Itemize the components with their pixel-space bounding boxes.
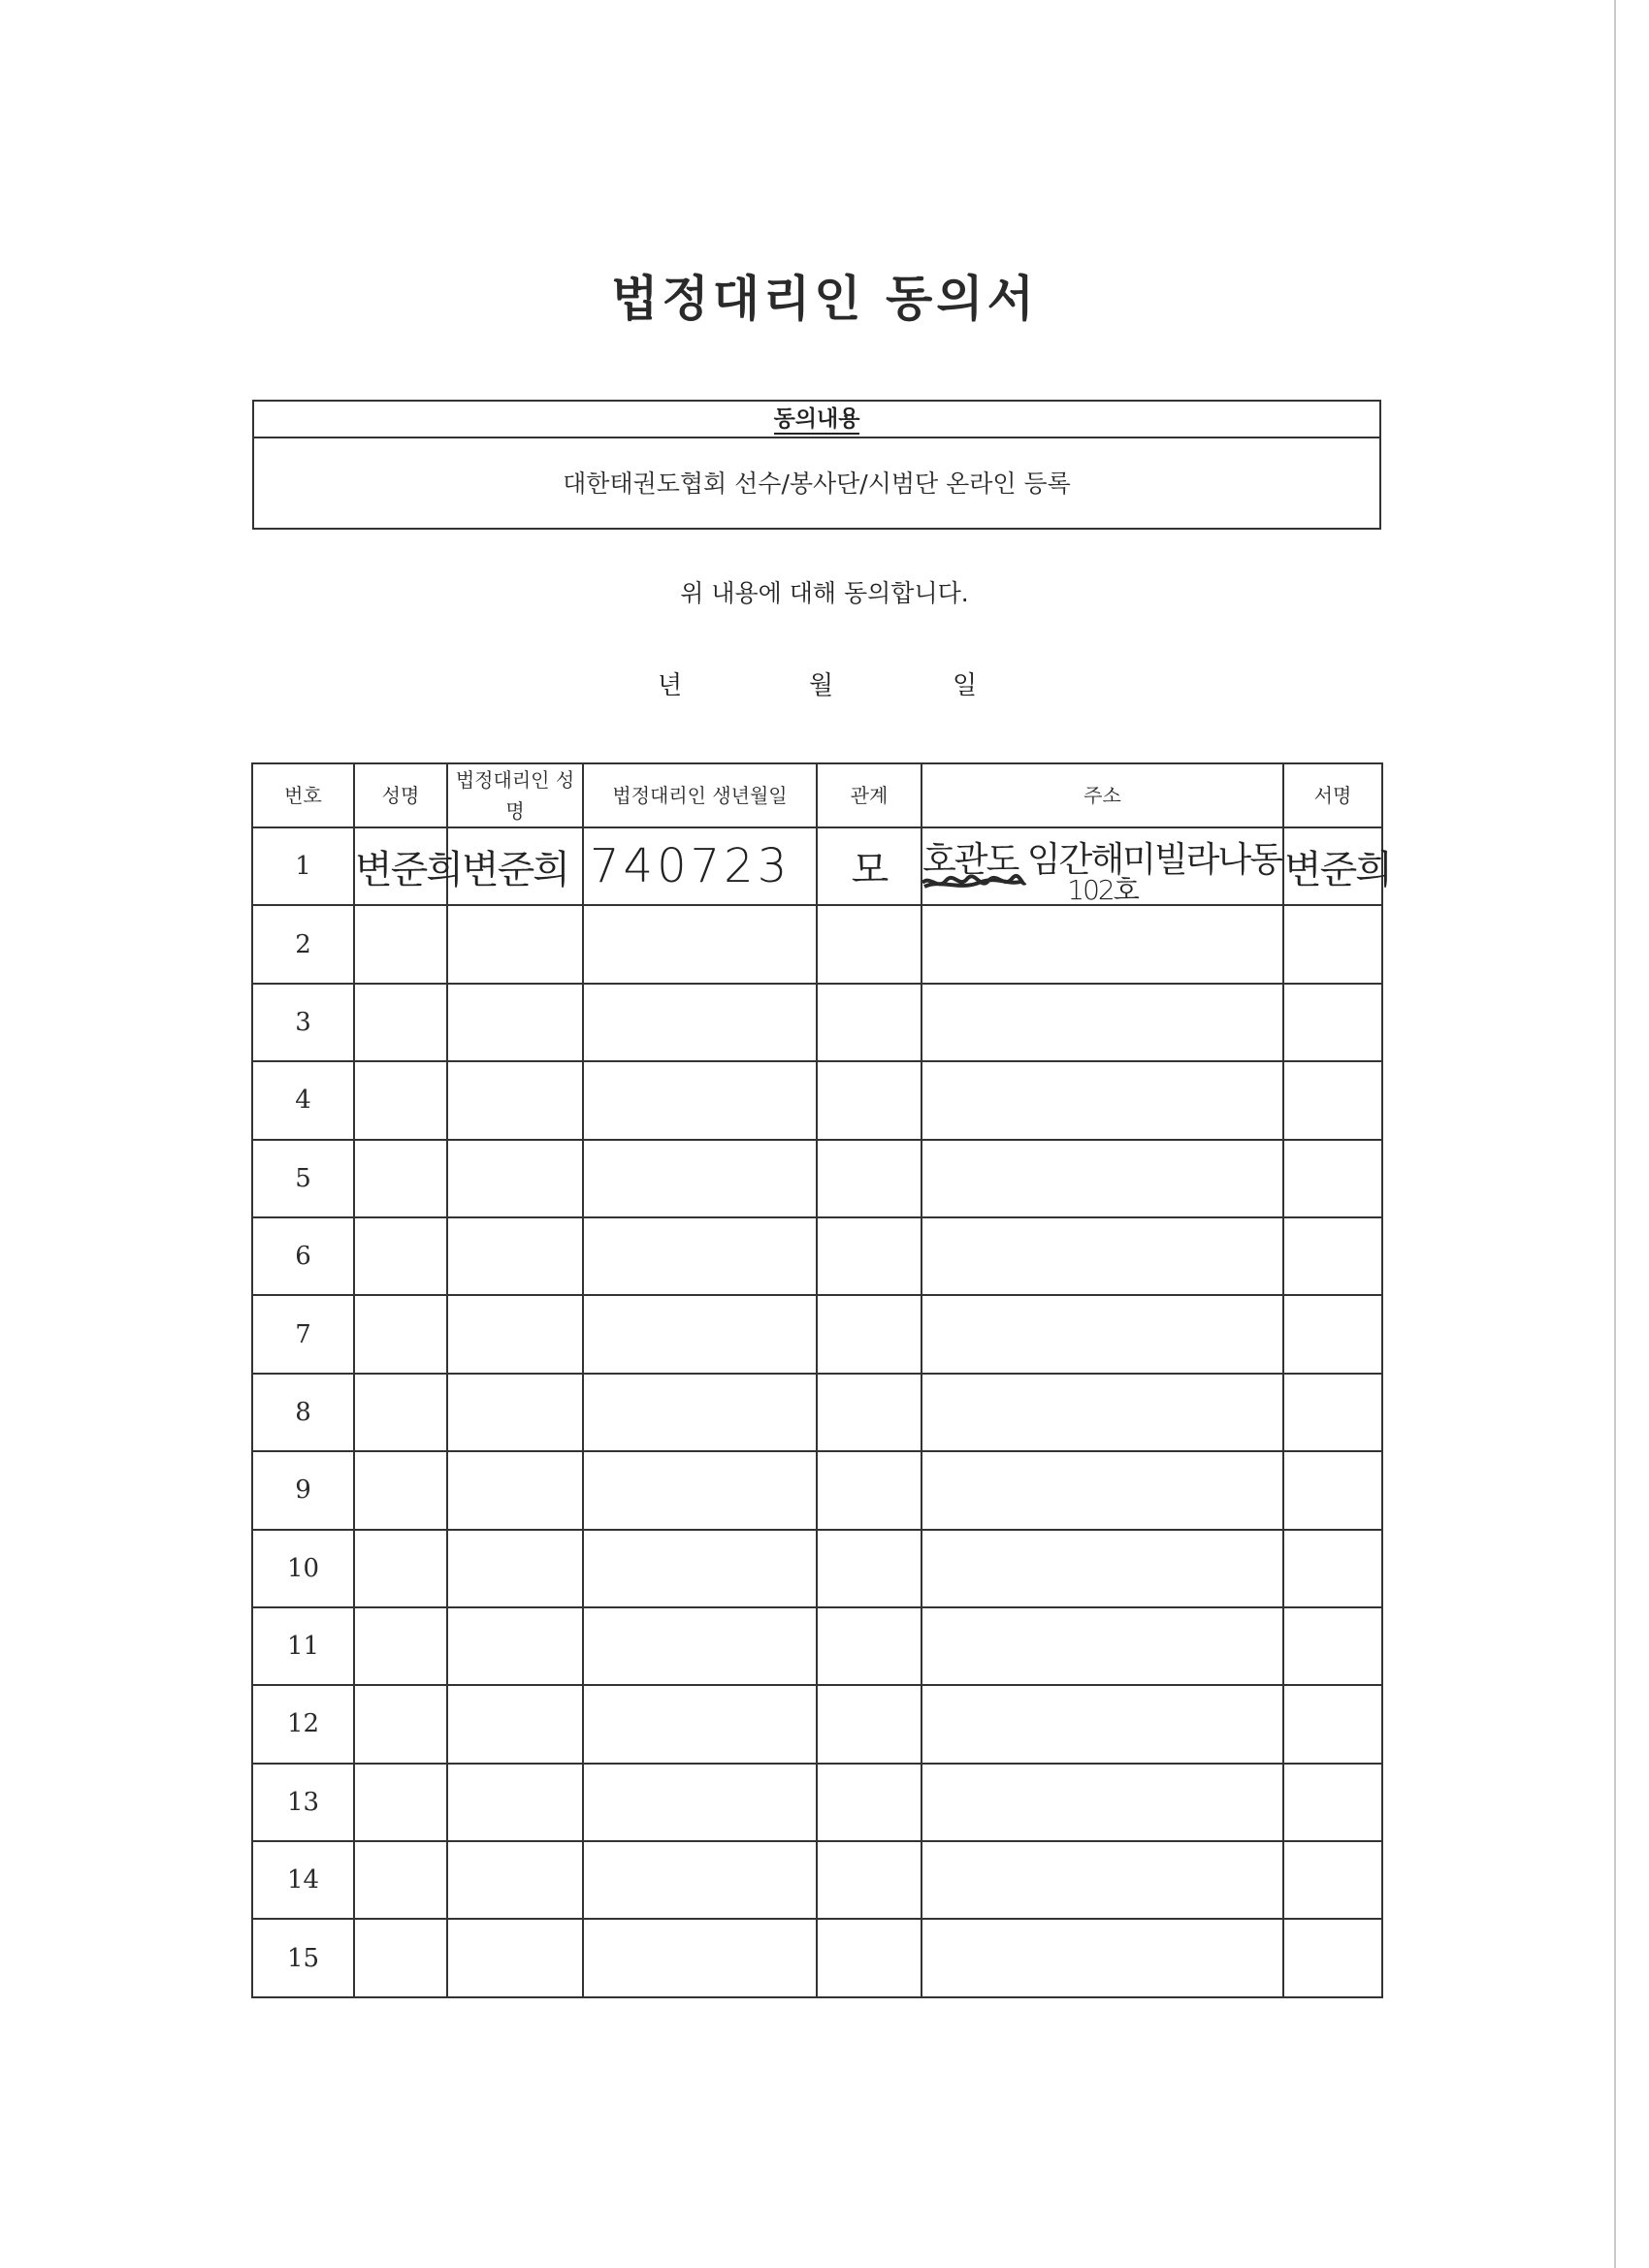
guardian-name-cell[interactable]: [447, 1530, 583, 1607]
date-day-label: 일: [953, 671, 978, 700]
row-number-cell: [252, 1061, 354, 1139]
row-number-cell-text: 2: [295, 929, 311, 959]
table-row: [252, 984, 1382, 1061]
table-row: [252, 1841, 1382, 1919]
row-number-cell: [252, 905, 354, 983]
relation-cell-text: 모: [851, 847, 888, 892]
guardian-birth-cell[interactable]: [583, 1685, 817, 1763]
signature-cell[interactable]: [1283, 1530, 1382, 1607]
row-number-cell-text: 7: [295, 1319, 311, 1349]
table-row: [252, 1530, 1382, 1607]
relation-cell[interactable]: [817, 1607, 922, 1685]
name-cell[interactable]: [354, 1919, 447, 1997]
name-cell[interactable]: [354, 1061, 447, 1139]
guardian-name-cell[interactable]: [447, 1685, 583, 1763]
header-no: 번호: [252, 763, 354, 827]
row-number-cell-text: 15: [286, 1943, 320, 1973]
guardian-birth-cell[interactable]: [583, 1607, 817, 1685]
guardian-table: [251, 762, 1391, 1998]
address-cell[interactable]: [922, 1061, 1283, 1139]
header-guardian-birth: 법정대리인 생년월일: [583, 763, 817, 827]
relation-cell[interactable]: [817, 1451, 922, 1529]
date-month-label: 월: [809, 671, 834, 700]
page-title: 법정대리인 동의서: [611, 271, 1038, 327]
table-row: [252, 1685, 1382, 1763]
guardian-birth-cell-text: 740723: [590, 839, 792, 894]
address-cell[interactable]: [922, 1607, 1283, 1685]
guardian-birth-cell[interactable]: [583, 1764, 817, 1841]
row-number-cell: [252, 1685, 354, 1763]
date-year-label: 년: [658, 671, 683, 700]
signature-cell[interactable]: [1283, 1919, 1382, 1997]
row-number-cell-text: 13: [286, 1787, 320, 1817]
name-cell[interactable]: [354, 1451, 447, 1529]
relation-cell[interactable]: [817, 984, 922, 1061]
row-number-cell-text: 14: [286, 1865, 320, 1895]
page-edge-shadow: [1614, 0, 1616, 2268]
signature-cell[interactable]: [1283, 1061, 1382, 1139]
consent-box: [252, 400, 1381, 530]
signature-cell[interactable]: [1283, 1217, 1382, 1295]
row-number-cell: [252, 1451, 354, 1529]
name-cell[interactable]: [354, 1217, 447, 1295]
relation-cell[interactable]: [817, 1217, 922, 1295]
address-cell[interactable]: [922, 1451, 1283, 1529]
row-number-cell-text: 8: [295, 1397, 311, 1427]
name-cell[interactable]: [354, 1764, 447, 1841]
relation-cell[interactable]: [817, 1919, 922, 1997]
guardian-birth-cell[interactable]: [583, 1295, 817, 1373]
signature-cell[interactable]: [1283, 1841, 1382, 1919]
guardian-name-cell-text: 변준희: [462, 847, 568, 892]
row-number-cell: [252, 1841, 354, 1919]
guardian-birth-cell[interactable]: [583, 905, 817, 983]
guardian-name-cell[interactable]: [447, 1607, 583, 1685]
guardian-name-cell[interactable]: [447, 1841, 583, 1919]
table-row: [252, 827, 1382, 905]
guardian-name-cell[interactable]: [447, 984, 583, 1061]
consent-header: [254, 402, 1379, 438]
row-number-cell-text: 5: [295, 1163, 311, 1193]
guardian-birth-cell[interactable]: [583, 1451, 817, 1529]
consent-body: 대한태권도협회 선수/봉사단/시범단 온라인 등록: [563, 470, 1071, 498]
row-number-cell: [252, 1374, 354, 1451]
address-cell[interactable]: [922, 905, 1283, 983]
guardian-birth-cell[interactable]: [583, 1140, 817, 1217]
guardian-birth-cell[interactable]: [583, 1217, 817, 1295]
guardian-birth-cell[interactable]: [583, 1061, 817, 1139]
row-number-cell: [252, 1607, 354, 1685]
row-number-cell: [252, 1140, 354, 1217]
header-name: 성명: [354, 763, 447, 827]
name-cell[interactable]: [354, 984, 447, 1061]
address-cell[interactable]: [922, 1295, 1283, 1373]
relation-cell[interactable]: [817, 827, 922, 905]
address-line-1: 호관도 임간해미빌라나동: [922, 840, 1281, 881]
table-body: [252, 827, 1391, 1997]
row-number-cell-text: 10: [286, 1553, 320, 1583]
table-row: [252, 1061, 1382, 1139]
address-cell[interactable]: [922, 827, 1283, 905]
guardian-name-cell[interactable]: [447, 827, 583, 905]
row-number-cell-text: 12: [286, 1709, 320, 1739]
signature-cell[interactable]: [1283, 827, 1391, 905]
address-cell[interactable]: [922, 984, 1283, 1061]
address-cell[interactable]: [922, 1217, 1283, 1295]
guardian-birth-cell[interactable]: [583, 1530, 817, 1607]
guardian-name-cell[interactable]: [447, 905, 583, 983]
relation-cell[interactable]: [817, 1374, 922, 1451]
table-row: [252, 1295, 1382, 1373]
guardian-birth-cell[interactable]: [583, 827, 817, 905]
address-handwriting: [922, 828, 1282, 907]
name-cell[interactable]: [354, 905, 447, 983]
signature-cell-text: 변준희: [1284, 847, 1391, 892]
signature-cell[interactable]: [1283, 1764, 1382, 1841]
signature-cell[interactable]: [1283, 1295, 1382, 1373]
signature-cell[interactable]: [1283, 1607, 1382, 1685]
guardian-name-cell[interactable]: [447, 1374, 583, 1451]
row-number-cell: [252, 984, 354, 1061]
guardian-name-cell[interactable]: [447, 1295, 583, 1373]
name-cell[interactable]: [354, 1295, 447, 1373]
name-cell[interactable]: [354, 1530, 447, 1607]
table-row: [252, 905, 1382, 983]
table-row: [252, 1764, 1382, 1841]
guardian-name-cell[interactable]: [447, 1764, 583, 1841]
guardian-birth-cell[interactable]: [583, 1374, 817, 1451]
table-row: [252, 1451, 1382, 1529]
name-cell-text: 변준희: [355, 847, 462, 892]
guardian-birth-cell[interactable]: [583, 1919, 817, 1997]
name-cell[interactable]: [354, 827, 462, 905]
row-number-cell: [252, 1764, 354, 1841]
relation-cell[interactable]: [817, 1140, 922, 1217]
row-number-cell-text: 3: [295, 1007, 311, 1037]
row-number-cell: [252, 1217, 354, 1295]
row-number-cell: [252, 1530, 354, 1607]
row-number-cell-text: 4: [295, 1085, 311, 1116]
header-guardian-name: 법정대리인 성명: [447, 763, 583, 827]
row-number-cell-text: 9: [295, 1475, 311, 1506]
address-cell[interactable]: [922, 1841, 1283, 1919]
name-cell[interactable]: [354, 1374, 447, 1451]
table-row: [252, 1919, 1382, 1997]
address-cell[interactable]: [922, 1374, 1283, 1451]
guardian-name-cell[interactable]: [447, 1919, 583, 1997]
relation-cell[interactable]: [817, 1530, 922, 1607]
signature-cell[interactable]: [1283, 905, 1382, 983]
name-cell[interactable]: [354, 1685, 447, 1763]
consent-header-label: 동의내용: [774, 406, 860, 435]
name-cell[interactable]: [354, 1140, 447, 1217]
table-header-row: [252, 763, 1382, 827]
address-line-2: 102호: [1067, 874, 1138, 907]
header-relation: 관계: [817, 763, 922, 827]
relation-cell[interactable]: [817, 1295, 922, 1373]
address-cell[interactable]: [922, 1919, 1283, 1997]
signature-cell[interactable]: [1283, 1374, 1382, 1451]
name-cell[interactable]: [354, 1607, 447, 1685]
table-row: [252, 1140, 1382, 1217]
header-address: 주소: [922, 763, 1283, 827]
signature-cell[interactable]: [1283, 1140, 1382, 1217]
relation-cell[interactable]: [817, 1061, 922, 1139]
table-row: [252, 1607, 1382, 1685]
address-cell[interactable]: [922, 1685, 1283, 1763]
address-cell[interactable]: [922, 1530, 1283, 1607]
row-number-cell: [252, 1295, 354, 1373]
guardian-name-cell[interactable]: [447, 1217, 583, 1295]
address-cell[interactable]: [922, 1140, 1283, 1217]
relation-cell[interactable]: [817, 1764, 922, 1841]
name-cell[interactable]: [354, 1841, 447, 1919]
signature-cell[interactable]: [1283, 1685, 1382, 1763]
row-number-cell-text: 6: [295, 1242, 311, 1272]
guardian-name-cell[interactable]: [447, 1061, 583, 1139]
address-cell[interactable]: [922, 1764, 1283, 1841]
row-number-cell: [252, 827, 354, 905]
row-number-cell: [252, 1919, 354, 1997]
row-number-cell-text: 1: [295, 852, 311, 882]
table-row: [252, 1217, 1382, 1295]
relation-cell[interactable]: [817, 1685, 922, 1763]
agreement-statement: 위 내용에 대해 동의합니다.: [680, 579, 969, 607]
table-row: [252, 1374, 1382, 1451]
guardian-name-cell[interactable]: [447, 1140, 583, 1217]
guardian-birth-cell[interactable]: [583, 984, 817, 1061]
guardian-name-cell[interactable]: [447, 1451, 583, 1529]
guardian-birth-cell[interactable]: [583, 1841, 817, 1919]
relation-cell[interactable]: [817, 1841, 922, 1919]
signature-cell[interactable]: [1283, 984, 1382, 1061]
header-signature: 서명: [1283, 763, 1382, 827]
relation-cell[interactable]: [817, 905, 922, 983]
row-number-cell-text: 11: [286, 1632, 320, 1662]
signature-cell[interactable]: [1283, 1451, 1382, 1529]
